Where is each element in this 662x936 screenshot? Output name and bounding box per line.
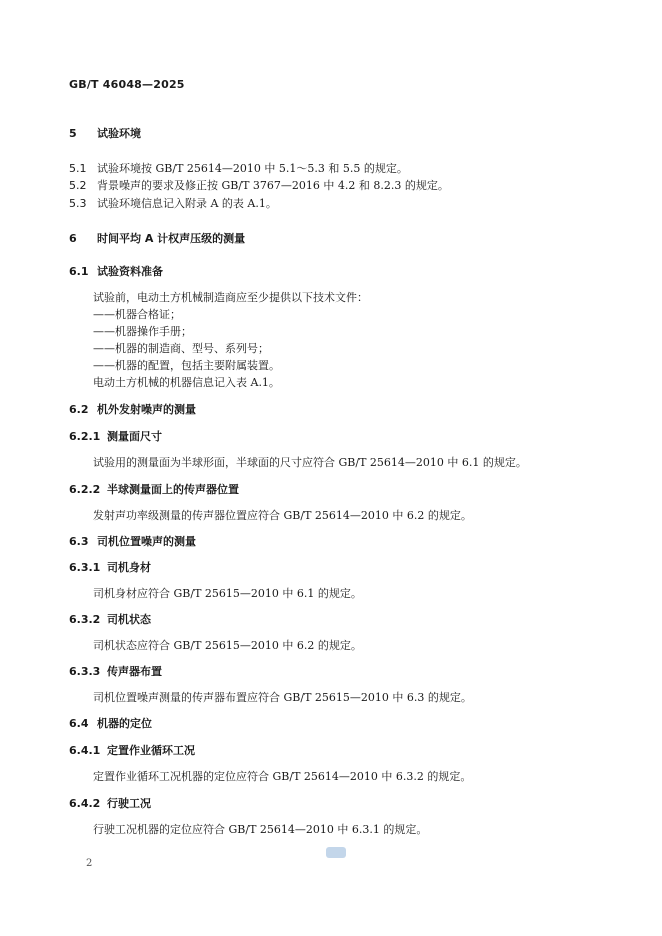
clause-6-2-number: 6.2: [69, 403, 89, 416]
clause-6-2-2-text: 发射声功率级测量的传声器位置应符合 GB/T 25614—2010 中 6.2 的规定。: [93, 509, 472, 522]
clause-6-3-2-title: 司机状态: [107, 613, 151, 626]
clause-6-2-1-text: 试验用的测量面为半球形面，半球面的尺寸应符合 GB/T 25614—2010 中 6.1 的规定。: [93, 456, 527, 469]
clause-6-4-2-text: 行驶工况机器的定位应符合 GB/T 25614—2010 中 6.3.1 的规定。: [93, 823, 428, 836]
clause-6-3-1-title: 司机身材: [107, 561, 151, 574]
clause-6-3-3-number: 6.3.3: [69, 665, 101, 678]
clause-6-2-2-title: 半球测量面上的传声器位置: [107, 483, 239, 496]
clause-6-1-line: ——机器合格证；: [93, 308, 181, 321]
clause-5-2-text: 背景噪声的要求及修正按 GB/T 3767—2016 中 4.2 和 8.2.3 的规定。: [97, 179, 449, 192]
clause-6-2-1-number: 6.2.1: [69, 430, 101, 443]
clause-6-2-title: 机外发射噪声的测量: [97, 403, 196, 416]
clause-6-3-title: 司机位置噪声的测量: [97, 535, 196, 548]
clause-6-3-2-number: 6.3.2: [69, 613, 101, 626]
clause-6-1-title: 试验资料准备: [97, 265, 163, 278]
clause-6-3-number: 6.3: [69, 535, 89, 548]
section-6-number: 6: [69, 232, 77, 245]
clause-5-1-number: 5.1: [69, 162, 87, 175]
clause-6-1-line: ——机器的制造商、型号、系列号；: [93, 342, 269, 355]
section-5-number: 5: [69, 127, 77, 140]
clause-6-1-line: 试验前，电动土方机械制造商应至少提供以下技术文件：: [93, 291, 368, 304]
clause-5-3-number: 5.3: [69, 197, 87, 210]
clause-6-3-1-text: 司机身材应符合 GB/T 25615—2010 中 6.1 的规定。: [93, 587, 362, 600]
document-code: GB/T 46048—2025: [69, 78, 185, 91]
clause-6-3-1-number: 6.3.1: [69, 561, 101, 574]
clause-6-4-1-text: 定置作业循环工况机器的定位应符合 GB/T 25614—2010 中 6.3.2 的规定。: [93, 770, 472, 783]
clause-5-2-number: 5.2: [69, 179, 87, 192]
clause-6-2-2-number: 6.2.2: [69, 483, 101, 496]
clause-6-4-1-title: 定置作业循环工况: [107, 744, 195, 757]
clause-6-4-number: 6.4: [69, 717, 89, 730]
clause-5-3-text: 试验环境信息记入附录 A 的表 A.1。: [97, 197, 277, 210]
clause-6-1-line: ——机器的配置，包括主要附属装置。: [93, 359, 280, 372]
clause-6-3-3-title: 传声器布置: [107, 665, 162, 678]
clause-6-1-number: 6.1: [69, 265, 89, 278]
clause-6-3-2-text: 司机状态应符合 GB/T 25615—2010 中 6.2 的规定。: [93, 639, 362, 652]
clause-6-4-2-title: 行驶工况: [107, 797, 151, 810]
section-5-title: 试验环境: [97, 127, 141, 140]
section-6-title: 时间平均 A 计权声压级的测量: [97, 232, 246, 245]
clause-6-4-1-number: 6.4.1: [69, 744, 101, 757]
clause-6-2-1-title: 测量面尺寸: [107, 430, 162, 443]
clause-6-1-line: 电动土方机械的机器信息记入表 A.1。: [93, 376, 280, 389]
clause-6-4-title: 机器的定位: [97, 717, 152, 730]
clause-6-4-2-number: 6.4.2: [69, 797, 101, 810]
clause-5-1-text: 试验环境按 GB/T 25614—2010 中 5.1～5.3 和 5.5 的规定。: [97, 162, 408, 175]
watermark-stamp: [326, 847, 346, 858]
page-number: 2: [86, 858, 93, 869]
clause-6-3-3-text: 司机位置噪声测量的传声器布置应符合 GB/T 25615—2010 中 6.3 的规定。: [93, 691, 472, 704]
clause-6-1-line: ——机器操作手册；: [93, 325, 192, 338]
